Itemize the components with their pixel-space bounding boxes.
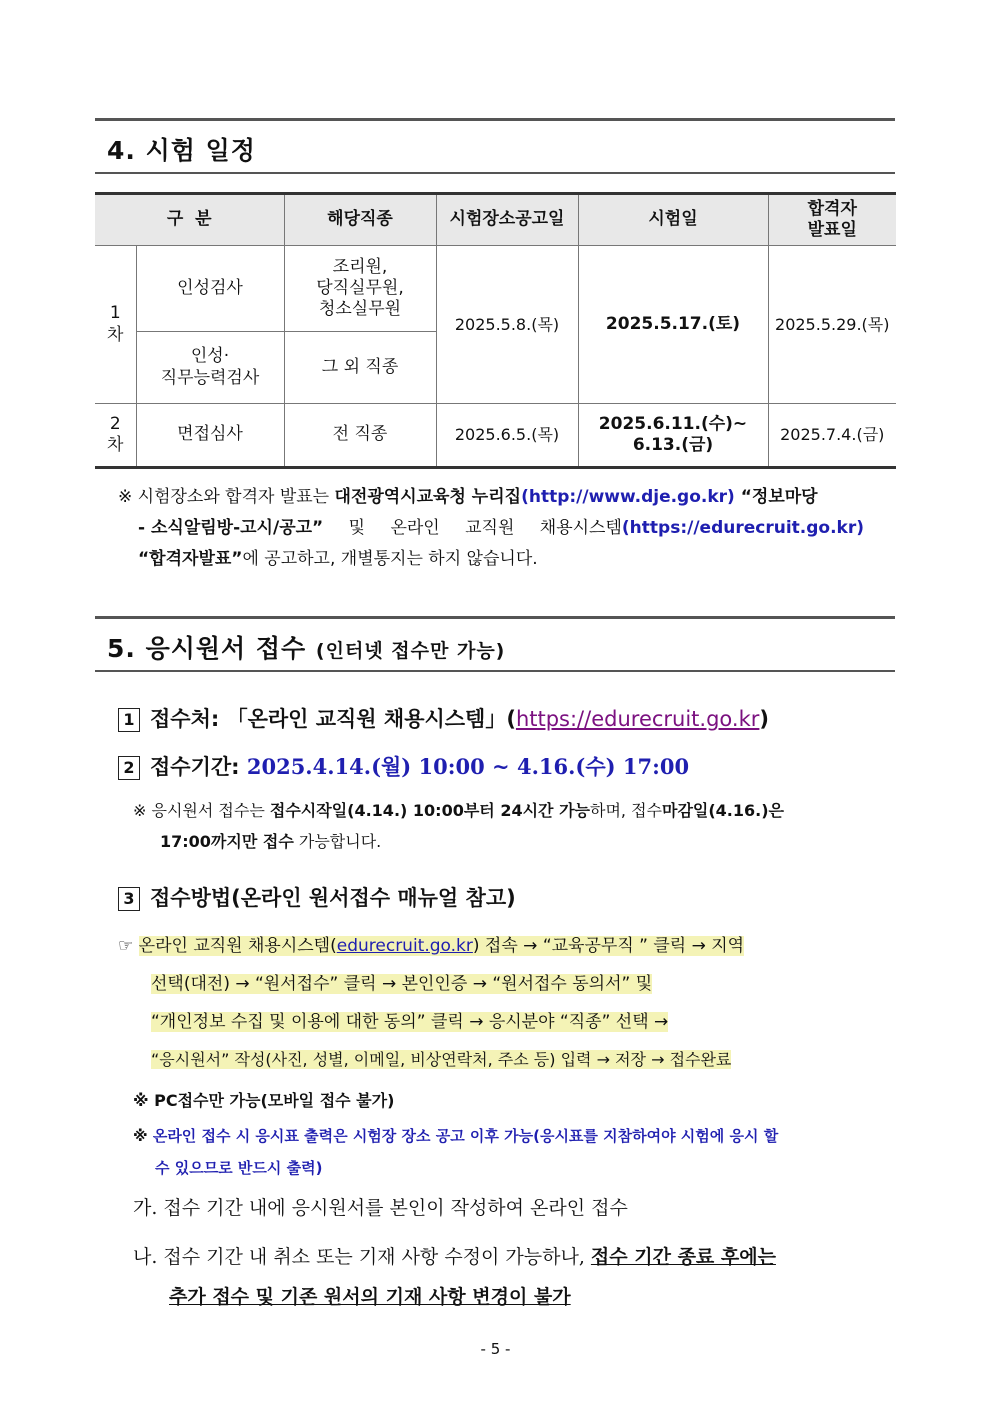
header-venue-notice: 시험장소공고일 [436, 194, 578, 246]
item-2-note-mark: ※ [133, 801, 147, 820]
item-2-note-b: 접수시작일(4.14.) 10:00부터 24시간 가능 [269, 801, 590, 820]
item-2-note-f: 가능합니다. [293, 832, 382, 851]
item-2-note-c: 하며, 접수 [589, 801, 662, 820]
section-4-note [118, 482, 896, 575]
exam-schedule-table [95, 192, 896, 469]
round-2-label: 2 차 [95, 404, 136, 468]
note-text-3: 에 공고하고, 개별통지는 하지 않습니다. [242, 549, 538, 569]
round-1-result-date: 2025.5.29.(목) [768, 246, 896, 404]
note-result-menu: “합격자발표” [138, 549, 243, 569]
hand-pointer-icon: ☞ [118, 936, 134, 956]
item-3 [118, 882, 516, 912]
print-note-1: 온라인 접수 시 응시표 출력은 시험장 장소 공고 이후 가능(응시표를 지참하여야 시험에 응시 할 [152, 1127, 779, 1145]
section-4-heading [95, 118, 895, 167]
section-5-title-row [95, 619, 895, 665]
print-note-2: 수 있으므로 반드시 출력) [155, 1159, 323, 1177]
round-1-type-b: 인성· 직무능력검사 [136, 332, 284, 404]
item-1-url[interactable]: https://edurecruit.go.kr [515, 707, 760, 731]
item-2 [118, 751, 689, 781]
round-1-notice-date: 2025.5.8.(목) [436, 246, 578, 404]
item-2-note-a: 응시원서 접수는 [151, 801, 270, 820]
item-1-close: ) [759, 707, 769, 731]
steps-line-3: “개인정보 수집 및 이용에 대한 동의” 클릭 → 응시분야 “직종” 선택 → [151, 1012, 669, 1032]
note-mark: ※ [118, 487, 133, 507]
header-exam-date: 시험일 [578, 194, 768, 246]
item-1-label: 접수처: 「온라인 교직원 채용시스템」( [150, 707, 516, 731]
item-2-label: 접수기간: [150, 755, 247, 779]
round-2-type: 면접심사 [136, 404, 284, 468]
steps-line-1a: 온라인 교직원 채용시스템( [138, 936, 337, 956]
section-5-heading [95, 616, 895, 665]
round-1-exam-date: 2025.5.17.(토) [578, 246, 768, 404]
round-2-notice-date: 2025.6.5.(목) [436, 404, 578, 468]
section-5-title: 5. 응시원서 접수 [107, 634, 307, 663]
header-result-date: 합격자 발표일 [768, 194, 896, 246]
round-2-jobs: 전 직종 [284, 404, 436, 468]
steps-line-2: 선택(대전) → “원서접수” 클릭 → 본인인증 → “원서접수 동의서” 및 [151, 974, 653, 994]
item-2-period: 2025.4.14.(월) 10:00 ~ 4.16.(수) 17:00 [246, 754, 690, 779]
header-job-type: 해당직종 [284, 194, 436, 246]
point-na [133, 1237, 898, 1317]
round-1-type-a: 인성검사 [136, 246, 284, 332]
round-2-result-date: 2025.7.4.(금) [768, 404, 896, 468]
item-1 [118, 703, 769, 733]
print-note [133, 1120, 898, 1184]
item-2-number: 2 [118, 756, 140, 780]
header-category: 구 분 [95, 194, 284, 246]
item-3-number: 3 [118, 887, 140, 911]
steps-url[interactable]: edurecruit.go.kr [336, 936, 473, 956]
note-url-2[interactable]: (https://edurecruit.go.kr) [621, 518, 864, 538]
point-na-b: 접수 기간 종료 후에는 [590, 1246, 776, 1268]
note-path-2: - 소식알림방-고시/공고” [138, 518, 324, 538]
item-2-note-d: 마감일(4.16.)은 [661, 801, 784, 820]
page-number: - 5 - [480, 1340, 511, 1358]
point-ga: 가. 접수 기간 내에 응시원서를 본인이 작성하여 온라인 접수 [133, 1197, 628, 1219]
round-1-label: 1 차 [95, 246, 136, 404]
note-text-2: 및 온라인 교직원 채용시스템 [323, 518, 622, 538]
item-3-label: 접수방법(온라인 원서접수 매뉴얼 참고) [150, 886, 516, 910]
item-1-number: 1 [118, 708, 140, 732]
steps-line-1b: ) 접속 → “교육공무직 ” 클릭 → 지역 [472, 936, 745, 956]
section-4-title: 4. 시험 일정 [107, 136, 256, 165]
note-url-1[interactable]: (http://www.dje.go.kr) [521, 487, 735, 507]
note-org: 대전광역시교육청 누리집 [334, 487, 522, 507]
round-1-jobs-b: 그 외 직종 [284, 332, 436, 404]
item-2-note-e: 17:00까지만 접수 [160, 832, 294, 851]
application-steps [118, 927, 898, 1079]
pc-only-note: ※ PC접수만 가능(모바일 접수 불가) [133, 1091, 395, 1110]
item-2-note [133, 795, 896, 857]
section-5-subtitle: (인터넷 접수만 가능) [315, 640, 506, 662]
note-text-1: 시험장소와 합격자 발표는 [137, 487, 335, 507]
point-na-a: 나. 접수 기간 내 취소 또는 기재 사항 수정이 가능하나, [133, 1246, 591, 1268]
note-path: “정보마당 [734, 487, 818, 507]
round-1-jobs-a: 조리원, 당직실무원, 청소실무원 [284, 246, 436, 332]
print-note-mark: ※ [133, 1127, 148, 1145]
steps-line-4: “응시원서” 작성(사진, 성별, 이메일, 비상연락처, 주소 등) 입력 → 저장 → 접수완료 [151, 1050, 732, 1069]
point-na-c: 추가 접수 및 기존 원서의 기재 사항 변경이 불가 [169, 1286, 571, 1308]
round-2-exam-date: 2025.6.11.(수)~ 6.13.(금) [578, 404, 768, 468]
